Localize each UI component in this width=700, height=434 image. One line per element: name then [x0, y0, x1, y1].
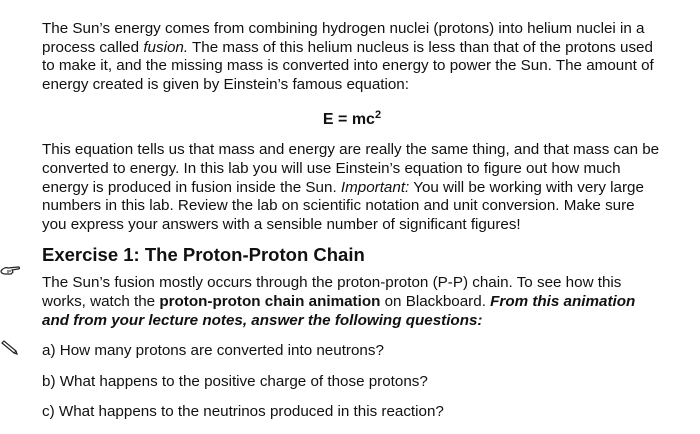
exercise-instruction: From this animation and from your lecture notes, answer the following questions: — [42, 292, 636, 329]
document-page — [42, 20, 662, 434]
intro-text: The Sun’s energy comes from combining hydrogen nuclei (protons) into helium nuclei in a process called — [42, 20, 645, 56]
question-c: c) What happens to the neutrinos produced in this reaction? — [42, 403, 444, 421]
question-list — [42, 342, 662, 422]
exercise-text-continued: on Blackboard. — [380, 292, 491, 310]
second-paragraph-text-continued: You will be working with very large numbers in this lab. Review the lab on scientific notation and unit conversion. Make sure you express your answers with a sensible number of significant figures! — [42, 178, 644, 233]
question-a: a) How many protons are converted into neutrons? — [42, 342, 384, 360]
pencil-icon — [0, 340, 24, 356]
exercise-paragraph — [42, 274, 662, 330]
equation — [42, 106, 662, 129]
equation-base: E = mc — [322, 111, 375, 129]
question-b: b) What happens to the positive charge of those protons? — [42, 372, 428, 390]
exercise-text: The Sun’s fusion mostly occurs through the proton-proton (P-P) chain. To see how this works, watch the — [42, 274, 622, 310]
intro-text-continued: The mass of this helium nucleus is less than that of the protons used to make it, and the missing mass is converted into energy to power the Sun. The amount of energy created is given by Einstein’s famous equation: — [42, 38, 654, 93]
equation-exponent: 2 — [374, 109, 382, 122]
second-paragraph — [42, 141, 662, 234]
intro-paragraph — [42, 20, 662, 94]
second-paragraph-text: This equation tells us that mass and energy are really the same thing, and that mass can be converted to energy. In this lab you will use Einstein’s equation to figure out how much energy is produced in fusion inside the Sun. — [42, 141, 660, 196]
pointing-hand-icon — [0, 262, 24, 278]
exercise-heading: Exercise 1: The Proton-Proton Chain — [42, 244, 365, 266]
animation-reference: proton-proton chain animation — [159, 292, 381, 310]
important-label: Important: — [340, 178, 410, 196]
fusion-term: fusion. — [143, 38, 189, 56]
